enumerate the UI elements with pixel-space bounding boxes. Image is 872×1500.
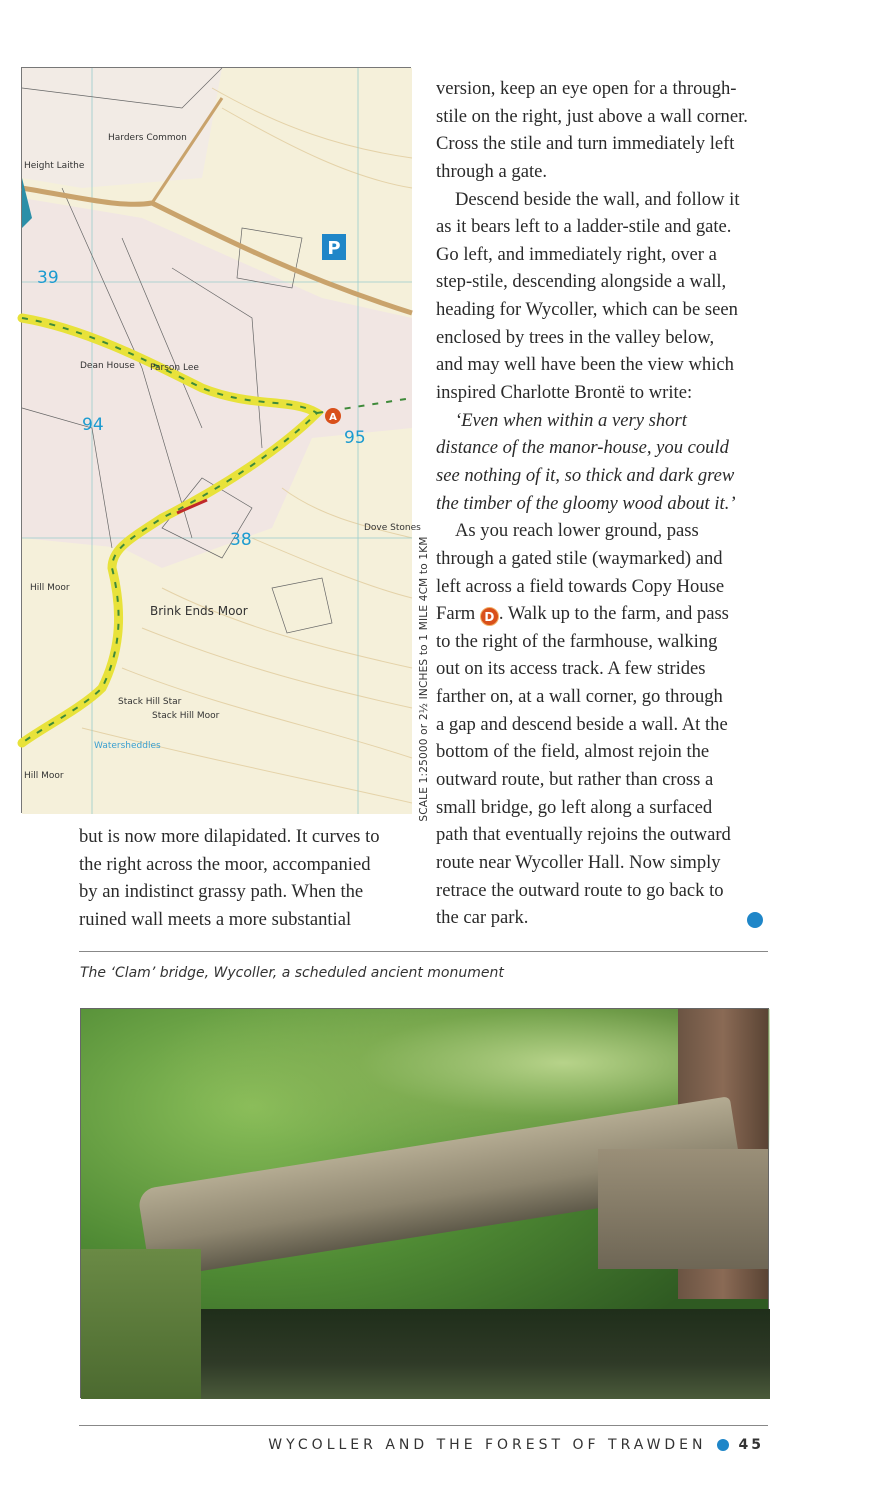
text-line-content: left across a field towards Copy House: [436, 575, 725, 597]
grid-number: 94: [82, 415, 104, 435]
text-line: [436, 490, 771, 518]
text-line-content: . Walk up to the farm, and pass: [498, 603, 729, 625]
text-line: [436, 158, 771, 186]
map-label: Dove Stones: [364, 523, 421, 533]
footer-divider: [79, 1425, 768, 1426]
text-line: [436, 241, 771, 269]
text-line-content: heading for Wycoller, which can be seen: [436, 299, 738, 321]
waypoint-d-marker-icon: D: [480, 607, 499, 626]
text-line: [436, 186, 771, 214]
text-line: [436, 766, 771, 794]
text-line: [436, 600, 771, 628]
text-line-content: retrace the outward route to go back to: [436, 879, 724, 901]
end-of-walk-dot-icon: [747, 912, 763, 928]
text-line-content: version, keep an eye open for a through-: [436, 78, 737, 99]
clam-bridge-photo: [80, 1008, 769, 1398]
running-footer: [268, 1437, 764, 1453]
text-line: [436, 296, 771, 324]
text-line-content: Cross the stile and turn immediately left: [436, 133, 735, 155]
text-line: [436, 904, 771, 932]
text-line-content: Go left, and immediately right, over a: [436, 243, 717, 265]
grid-number: 39: [37, 268, 59, 288]
map-label: Stack Hill Moor: [152, 711, 220, 721]
text-line-content: As you reach lower ground, pass: [455, 520, 699, 542]
map-label: Height Laithe: [24, 161, 85, 171]
parking-label: P: [327, 238, 341, 259]
text-line: [436, 517, 771, 545]
text-line-content: see nothing of it, so thick and dark grew: [436, 464, 735, 486]
text-line: [436, 738, 771, 766]
text-line-content: bottom of the field, almost rejoin the: [436, 741, 710, 763]
text-line: [436, 351, 771, 379]
text-line: [79, 851, 414, 879]
text-line-content: step-stile, descending alongside a wall,: [436, 271, 727, 293]
route-map: [21, 67, 421, 813]
grid-number: 95: [344, 428, 366, 448]
text-line-content: small bridge, go left along a surfaced: [436, 796, 713, 818]
map-label: Stack Hill Star: [118, 697, 182, 707]
text-line: [436, 213, 771, 241]
text-line-content: as it bears left to a ladder-stile and gate.: [436, 216, 732, 238]
text-line-content: out on its access track. A few strides: [436, 658, 706, 680]
map-label: Hill Moor: [24, 771, 64, 781]
grid-number: 38: [230, 530, 252, 550]
text-column-left: [79, 823, 414, 934]
text-line-content: inspired Charlotte Brontë to write:: [436, 382, 693, 404]
text-line: [436, 434, 771, 462]
text-line: [79, 823, 414, 851]
text-column-right: [436, 75, 771, 932]
text-line-content: through a gated stile (waymarked) and: [436, 547, 723, 569]
text-line: [436, 711, 771, 739]
page-number: 45: [738, 1437, 764, 1453]
text-line: [79, 906, 414, 934]
text-line-content: but is now more dilapidated. It curves to: [79, 826, 380, 847]
footer-title: WYCOLLER AND THE FOREST OF TRAWDEN: [268, 1437, 707, 1453]
text-line-content: the car park.: [436, 907, 529, 929]
text-line: [436, 821, 771, 849]
text-line-content: distance of the manor-house, you could: [436, 437, 729, 459]
text-line: [436, 103, 771, 131]
map-label: Watersheddles: [94, 741, 161, 751]
text-line-content: the right across the moor, accompanied: [79, 853, 371, 875]
text-line: [436, 655, 771, 683]
text-line-content: and may well have been the view which: [436, 354, 734, 376]
text-line-content: to the right of the farmhouse, walking: [436, 630, 718, 652]
map-scale: [416, 536, 432, 822]
map-scale-text: SCALE 1:25000 or 2½ INCHES to 1 MILE 4CM to 1KM: [418, 536, 430, 822]
text-line-content: through a gate.: [436, 160, 548, 182]
text-line-content: Farm: [436, 603, 480, 625]
map-label: Dean House: [80, 361, 135, 371]
text-line-content: a gap and descend beside a wall. At the: [436, 713, 728, 735]
text-line: [436, 75, 771, 103]
text-line: [436, 849, 771, 877]
text-line: [436, 462, 771, 490]
text-line-content: by an indistinct grassy path. When the: [79, 881, 364, 903]
map-label: Harders Common: [108, 133, 187, 143]
text-line: [436, 794, 771, 822]
text-line: [436, 628, 771, 656]
text-line-content: the timber of the gloomy wood about it.’: [436, 492, 736, 514]
waypoint-a-label: A: [329, 412, 337, 423]
text-line: [436, 268, 771, 296]
map-label: Hill Moor: [30, 583, 70, 593]
map-label: Brink Ends Moor: [150, 604, 248, 618]
text-line: [436, 407, 771, 435]
text-line: [436, 877, 771, 905]
text-line-content: farther on, at a wall corner, go through: [436, 686, 723, 708]
text-line-content: Descend beside the wall, and follow it: [455, 188, 740, 210]
text-line: [436, 683, 771, 711]
text-line-content: ‘Even when within a very short: [455, 409, 687, 431]
divider: [79, 951, 768, 952]
text-line: [436, 379, 771, 407]
text-line: [436, 573, 771, 601]
photo-caption: The ‘Clam’ bridge, Wycoller, a scheduled ancient monument: [80, 965, 504, 981]
text-line-content: outward route, but rather than cross a: [436, 769, 714, 791]
text-line-content: path that eventually rejoins the outward: [436, 824, 731, 846]
map-graphic: [22, 68, 421, 814]
text-line: [436, 324, 771, 352]
map-label: Parson Lee: [150, 363, 199, 373]
text-line-content: route near Wycoller Hall. Now simply: [436, 851, 721, 873]
text-line-content: ruined wall meets a more substantial: [79, 908, 352, 930]
text-line-content: stile on the right, just above a wall corner.: [436, 105, 748, 127]
text-line: [436, 130, 771, 158]
text-line: [436, 545, 771, 573]
text-line-content: enclosed by trees in the valley below,: [436, 326, 715, 348]
bullet-dot-icon: [717, 1439, 729, 1451]
text-line: [79, 878, 414, 906]
